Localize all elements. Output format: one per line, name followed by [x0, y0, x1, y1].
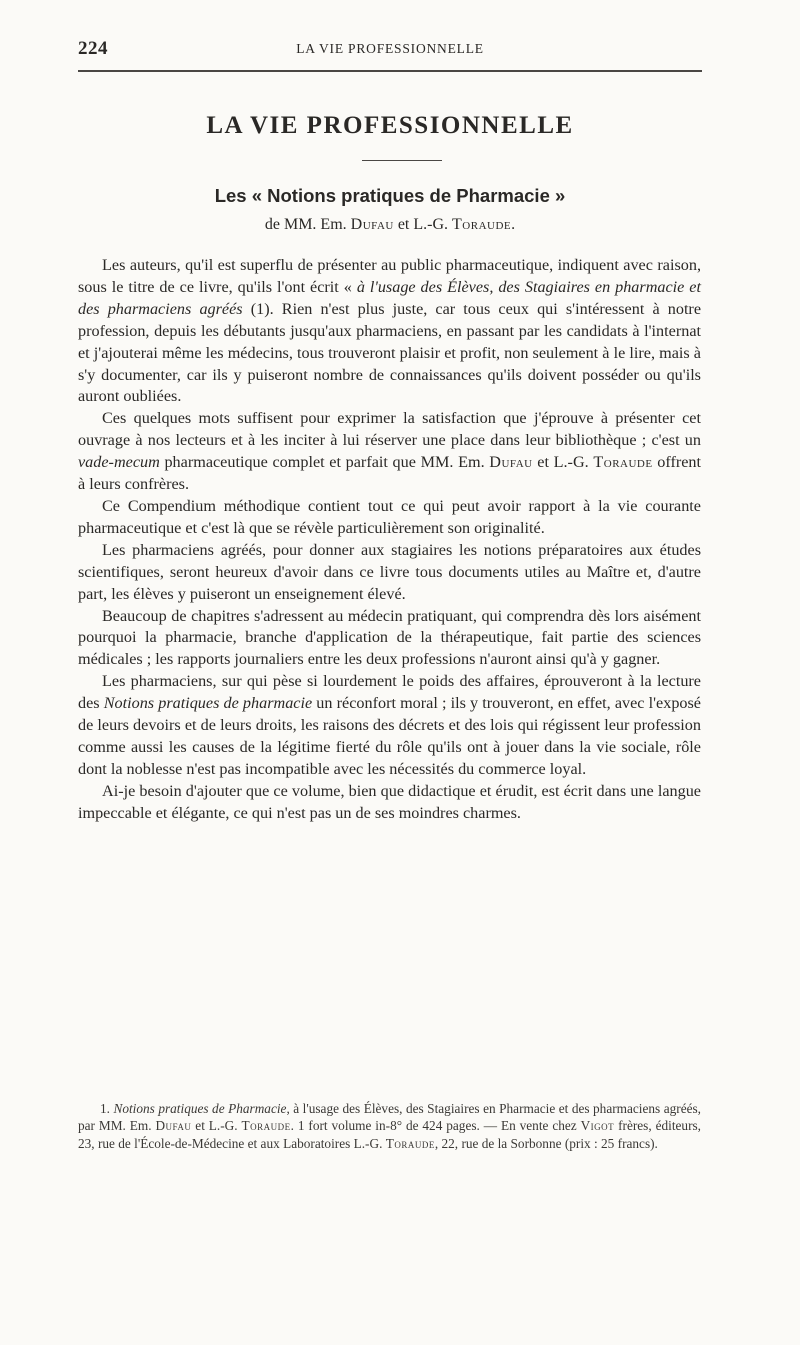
p1-text-a: Les auteurs, qu'il est superflu de présenter au public pharmaceutique, indiquent avec raison, sous le titre de ce livre, qu'ils l'ont écrit «	[78, 256, 701, 296]
section-title: LA VIE PROFESSIONNELLE	[206, 112, 574, 139]
paragraph-4: Les pharmaciens agréés, pour donner aux stagiaires les notions préparatoires aux études scientifiques, seront heureux d'avoir dans ce livre tous documents utiles au Maître et, d'autre part, les élèves y puiseront un enseignement élevé.	[78, 540, 701, 603]
running-header	[78, 38, 702, 62]
authors-join: et L.-G.	[393, 216, 453, 233]
footnote	[78, 1100, 701, 1152]
p2-author-toraude: Toraude	[593, 453, 653, 472]
article-authors	[78, 216, 702, 234]
p6-italic: Notions pratiques de pharmacie	[103, 694, 313, 713]
p2-author-dufau: Dufau	[489, 453, 533, 472]
p1-text-b: . Rien n'est plus juste, car tous ceux qui s'intéressent à notre profession, depuis les débutants jusqu'aux pharmaciens, en passant par les candidats à l'internat et j'ajouterai même les médecins, tous trouveront plaisir et profit, non seulement à le lire, mais à s'y documenter, car ils y puiseront nombre de connaissances qu'ils doivent posséder ou qu'ils auront oubliées.	[78, 299, 702, 406]
authors-prefix: de MM. Em.	[264, 216, 351, 233]
p6-text-a: Les pharmaciens, sur qui pèse si lourdement le poids des affaires, éprouveront à la lecture des	[78, 672, 701, 713]
footnote-text	[78, 1100, 701, 1152]
page-number: 224	[78, 38, 108, 59]
footnote-author-toraude: Toraude	[241, 1118, 291, 1134]
author-dufau: Dufau	[350, 216, 394, 233]
authors-suffix: .	[511, 216, 516, 233]
header-rule	[78, 70, 702, 72]
paragraph-6	[78, 671, 701, 781]
running-title: LA VIE PROFESSIONNELLE	[296, 41, 484, 56]
p2-italic: vade-mecum	[78, 453, 160, 472]
p2-text-d: offrent à leurs confrères.	[78, 453, 702, 494]
p2-text-b: pharmaceutique complet et parfait que MM. Em.	[159, 453, 490, 472]
footnote-title: Notions pratiques de Pharmacie	[113, 1101, 287, 1116]
p6-text-b: un réconfort moral ; ils y trouveront, en effet, avec l'exposé de leurs devoirs et de leurs droits, les raisons des décrets et des lois qui régissent leur profession comme aussi les causes de la légitime fierté du rôle qu'ils ont à jouer dans la vie sociale, rôle dont la noblesse n'est pas incompatible avec les nécessités du commerce loyal.	[78, 694, 701, 778]
footnote-author-toraude-2: Toraude	[385, 1135, 435, 1151]
p1-italic: à l'usage des Élèves, des Stagiaires en pharmacie et des pharmaciens agréés	[78, 277, 701, 318]
paragraph-5: Beaucoup de chapitres s'adressent au médecin pratiquant, qui comprendra dès lors aisément pourquoi la pharmacie, branche d'application de la thérapeutique, fait partie des sciences médicales ; les rapports journaliers entre les deux professions n'auront ainsi qu'à y gagner.	[78, 606, 701, 669]
footnote-text-d: frères, éditeurs, 23, rue de l'École-de-Médecine et aux Laboratoires L.-G.	[78, 1118, 701, 1151]
footnote-text-c: . 1 fort volume in-8° de 424 pages. — En vente chez	[290, 1118, 581, 1134]
title-rule	[362, 160, 442, 161]
paragraph-3: Ce Compendium méthodique contient tout ce qui peut avoir rapport à la vie courante pharmaceutique et c'est là que se révèle particulièrement son originalité.	[78, 496, 701, 537]
p2-text-c: et L.-G.	[532, 453, 594, 472]
article-title: Les « Notions pratiques de Pharmacie »	[214, 185, 566, 206]
footnote-text-e: , 22, rue de la Sorbonne (prix : 25 francs).	[434, 1135, 658, 1151]
author-toraude: Toraude	[452, 216, 512, 233]
paragraph-2	[78, 408, 701, 496]
paragraph-7: Ai-je besoin d'ajouter que ce volume, bien que didactique et érudit, est écrit dans une langue impeccable et élégante, ce qui n'est pas un de ses moindres charmes.	[78, 781, 701, 822]
article-body	[78, 255, 701, 825]
footnote-ref: (1)	[250, 299, 270, 318]
footnote-text-a: , à l'usage des Élèves, des Stagiaires en Pharmacie et des pharmaciens agréés, par MM. Em.	[78, 1101, 701, 1134]
paragraph-1	[78, 255, 701, 408]
footnote-publisher: Vigot	[580, 1118, 615, 1134]
p2-text-a: Ces quelques mots suffisent pour exprimer la satisfaction que j'éprouve à présenter cet ouvrage à nos lecteurs et à les inciter à lui réserver une place dans leur bibliothèque ; c'est un	[78, 409, 701, 450]
footnote-number: 1.	[100, 1101, 114, 1116]
footnote-author-dufau: Dufau	[155, 1118, 192, 1134]
footnote-text-b: et L.-G.	[191, 1118, 242, 1134]
